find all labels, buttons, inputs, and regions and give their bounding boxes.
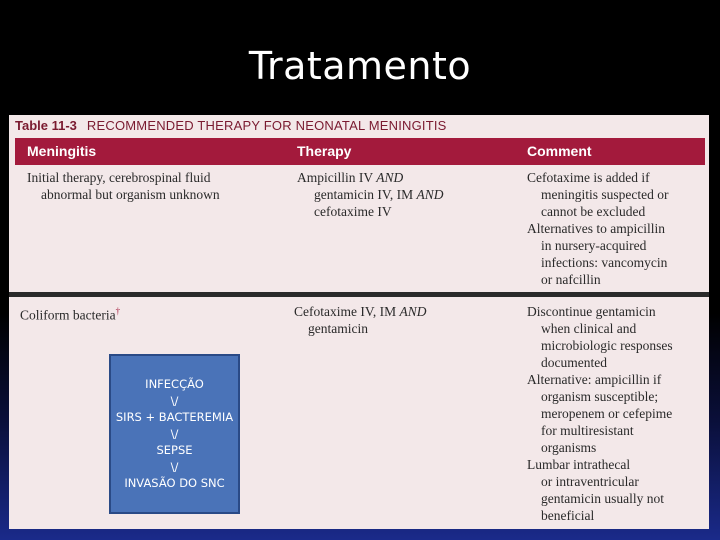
row2-comment-line: organism susceptible; (541, 389, 659, 404)
row1-comment-cell (527, 169, 668, 288)
row2-comment-line: for multiresistant (541, 423, 634, 438)
row2-meningitis-line (20, 303, 120, 324)
flow-step: INFECÇÃO (145, 377, 204, 392)
row1-comment-line: Alternatives to ampicillin (527, 221, 665, 236)
row2-comment-line: Alternative: ampicillin if (527, 372, 662, 387)
row2-comment-line: meropenem or cefepime (541, 406, 673, 421)
row2-comment-line: gentamicin usually not (541, 491, 664, 506)
slide-title: Tratamento (248, 44, 472, 88)
flow-step: SEPSE (156, 443, 193, 458)
row1-comment-line: cannot be excluded (541, 204, 646, 219)
header-comment: Comment (527, 143, 592, 159)
row1-meningitis-line: abnormal but organism unknown (41, 187, 220, 202)
row2-comment-line: or intraventricular (541, 474, 639, 489)
flow-step: SIRS + BACTEREMIA (115, 410, 234, 425)
row2-comment-line: when clinical and (541, 321, 637, 336)
flow-step: INVASÃO DO SNC (124, 476, 225, 491)
row1-comment-line: meningitis suspected or (541, 187, 669, 202)
row1-meningitis-line: Initial therapy, cerebrospinal fluid (27, 170, 211, 185)
progression-flow-box (109, 354, 240, 514)
row2-therapy-line: Cefotaxime IV, IM AND (294, 304, 427, 319)
row2-comment-line: organisms (541, 440, 597, 455)
row1-comment-line: infections: vancomycin (541, 255, 668, 270)
table-caption-text: RECOMMENDED THERAPY FOR NEONATAL MENINGITIS (86, 118, 447, 133)
table-number: Table 11-3 (15, 118, 77, 133)
header-therapy: Therapy (297, 143, 352, 159)
row1-therapy-cell (297, 169, 443, 220)
row2-comment-line: beneficial (541, 508, 595, 523)
row2-comment-line: microbiologic responses (541, 338, 673, 353)
table-header-row (15, 138, 705, 165)
flow-arrow: \/ (170, 459, 179, 474)
row2-comment-line: Discontinue gentamicin (527, 304, 656, 319)
row1-comment-line: or nafcillin (541, 272, 601, 287)
row1-therapy-line: Ampicillin IV AND (297, 170, 404, 185)
row2-comment-line: documented (541, 355, 607, 370)
row2-comment-line: Lumbar intrathecal (527, 457, 631, 472)
row2-meningitis-text: Coliform bacteria (20, 307, 116, 323)
row1-meningitis-cell (27, 169, 220, 203)
footnote-dagger: † (115, 306, 121, 316)
row2-meningitis-cell (20, 303, 120, 324)
flow-arrow: \/ (170, 393, 179, 408)
row1-therapy-line: cefotaxime IV (314, 204, 392, 219)
row1-therapy-line: gentamicin IV, IM AND (314, 187, 444, 202)
therapy-table-top (9, 115, 709, 293)
row1-comment-line: in nursery-acquired (541, 238, 647, 253)
row1-comment-line: Cefotaxime is added if (527, 170, 650, 185)
row2-therapy-cell (294, 303, 426, 337)
row2-therapy-line: gentamicin (308, 321, 368, 336)
table-caption (15, 118, 447, 133)
row2-comment-cell (527, 303, 673, 524)
flow-arrow: \/ (170, 426, 179, 441)
header-meningitis: Meningitis (27, 143, 97, 159)
